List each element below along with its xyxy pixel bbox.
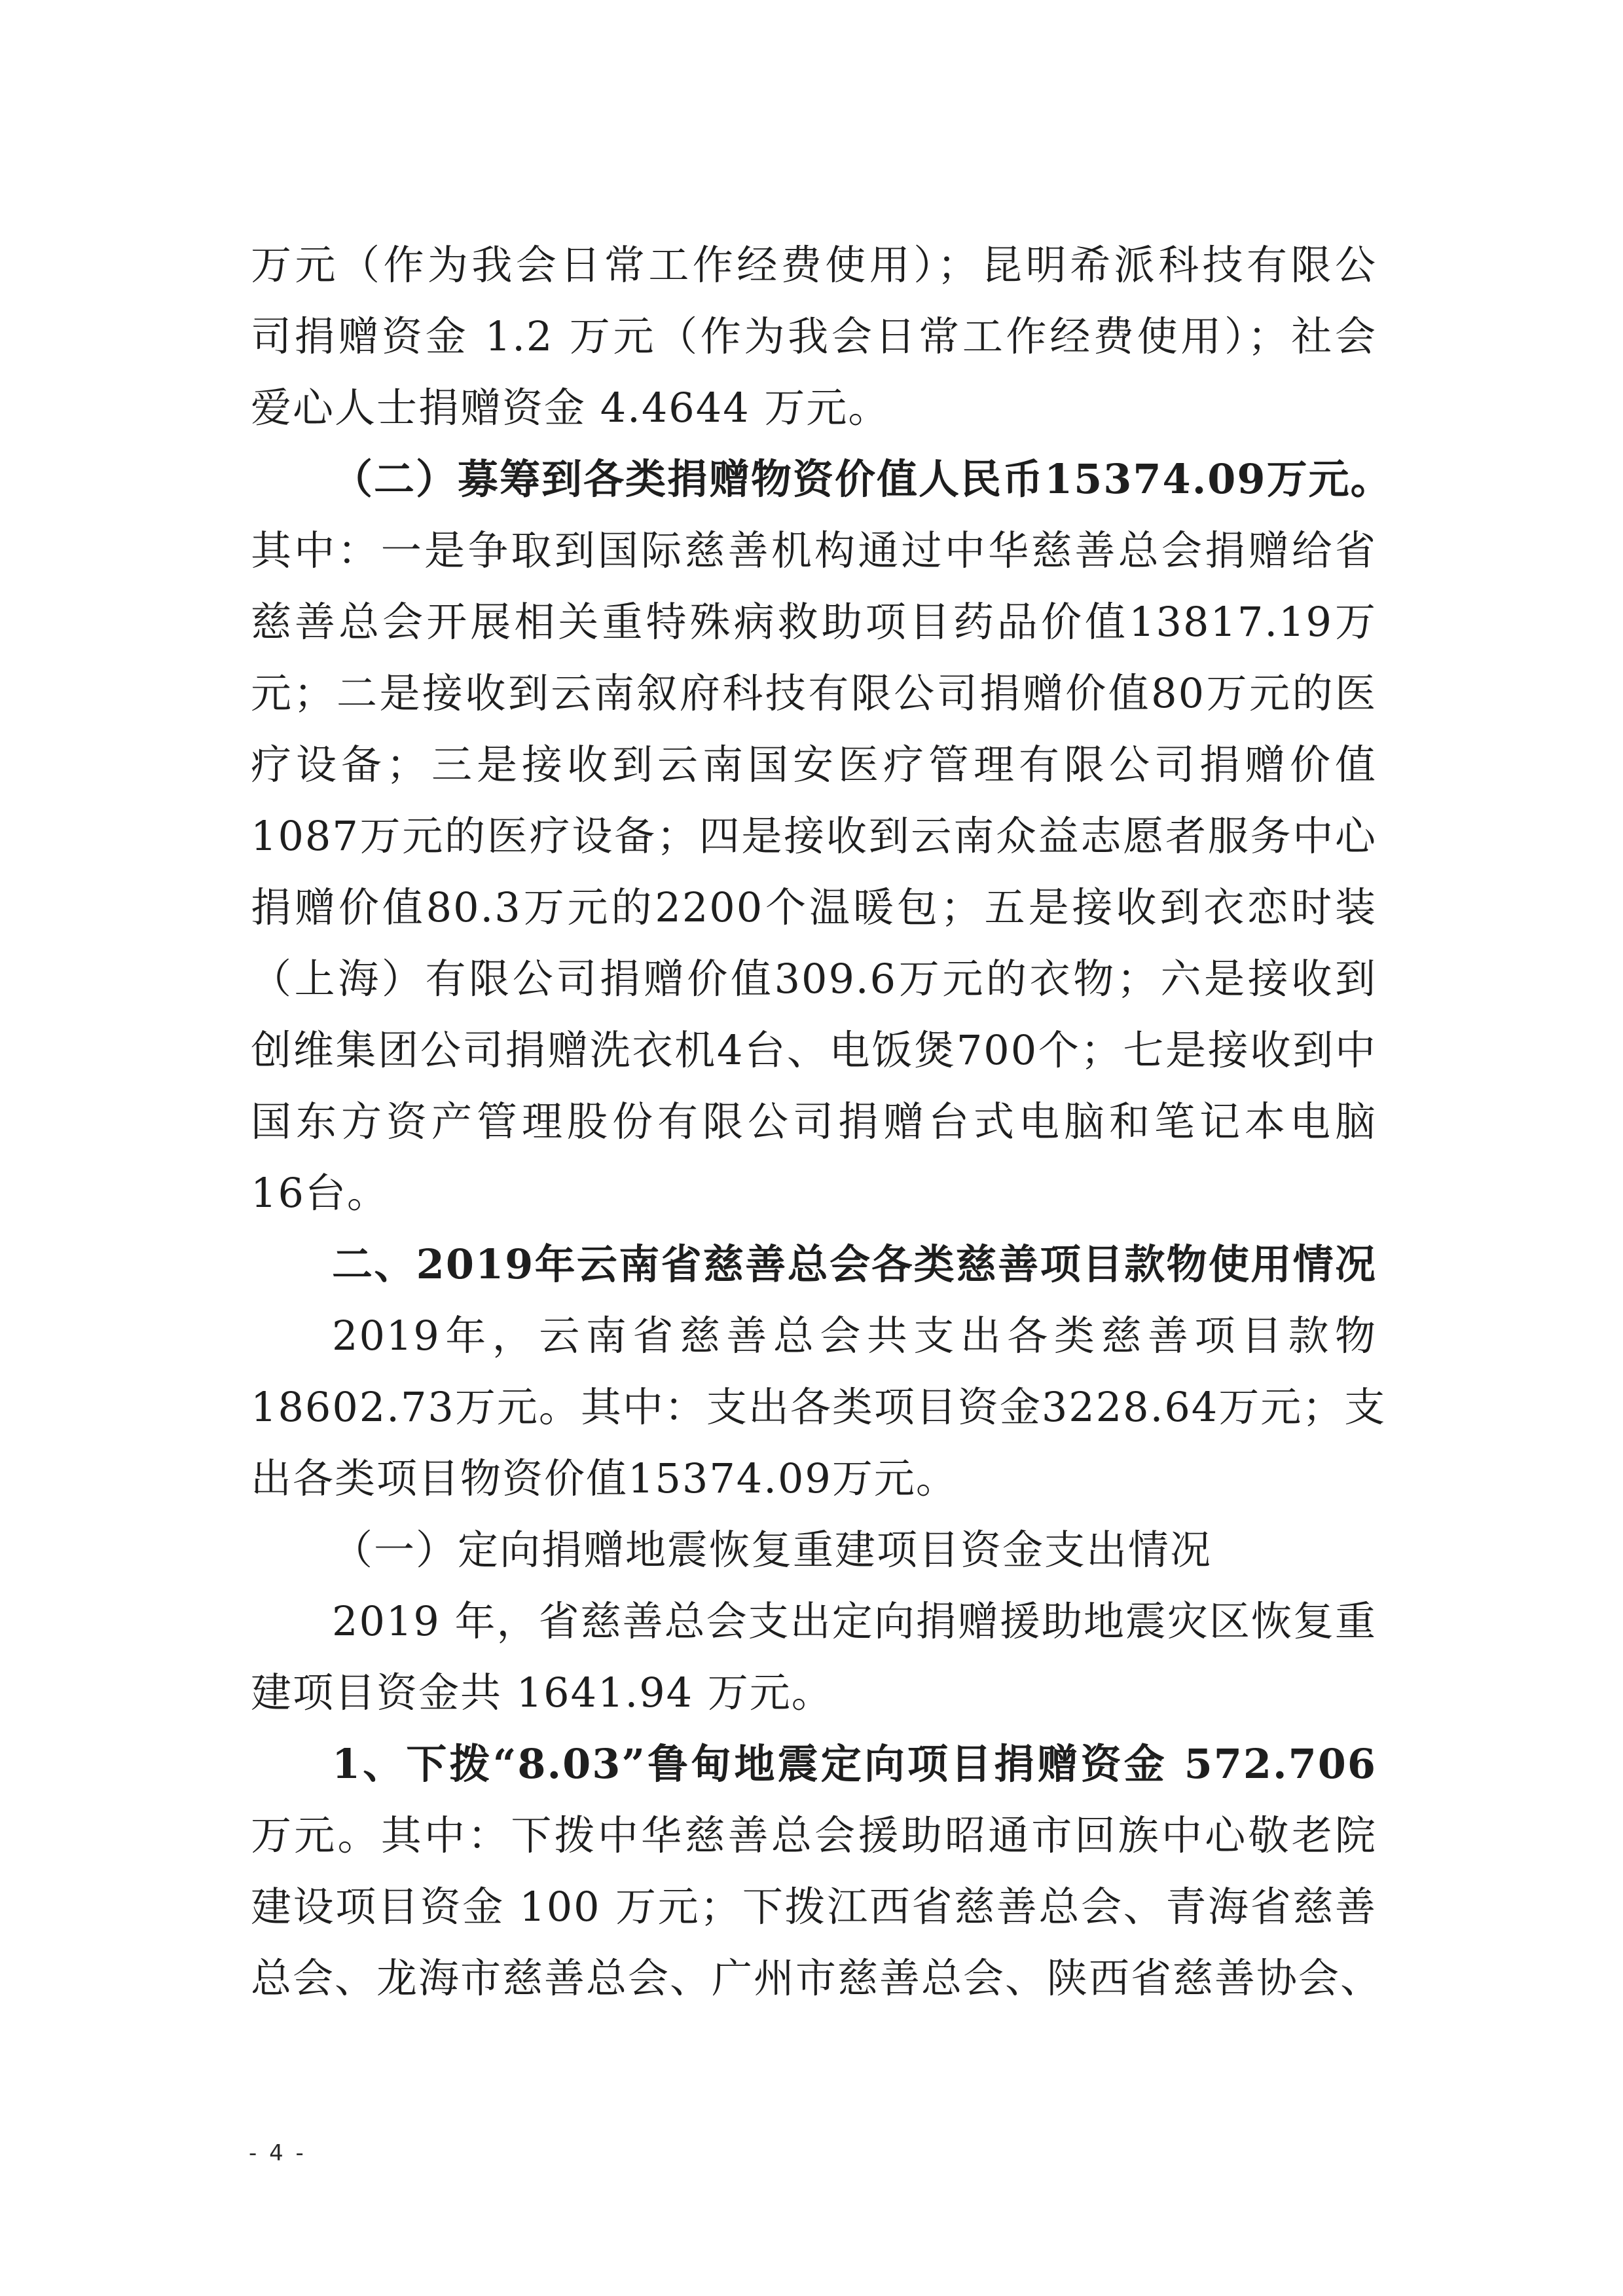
text-line: 总会、龙海市慈善总会、广州市慈善总会、陕西省慈善协会、 xyxy=(251,1954,1383,2002)
text-line: （二）募筹到各类捐赠物资价值人民币15374.09万元。 xyxy=(332,455,1393,503)
text-line: 慈善总会开展相关重特殊病救助项目药品价值13817.19万 xyxy=(251,598,1377,646)
text-line: 2019 年，省慈善总会支出定向捐赠援助地震灾区恢复重 xyxy=(332,1597,1377,1645)
text-line: 司捐赠资金 1.2 万元（作为我会日常工作经费使用）；社会 xyxy=(251,312,1377,360)
text-line: 万元。其中：下拨中华慈善总会援助昭通市回族中心敬老院 xyxy=(251,1811,1377,1859)
text-line: 二、2019年云南省慈善总会各类慈善项目款物使用情况 xyxy=(332,1240,1377,1288)
text-line: 18602.73万元。其中：支出各类项目资金3228.64万元；支 xyxy=(251,1383,1387,1431)
text-line: 疗设备；三是接收到云南国安医疗管理有限公司捐赠价值 xyxy=(251,741,1377,788)
page-number: - 4 - xyxy=(249,2140,306,2166)
text-line: 建项目资金共 1641.94 万元。 xyxy=(251,1669,833,1716)
text-line: 捐赠价值80.3万元的2200个温暖包；五是接收到衣恋时装 xyxy=(251,883,1377,931)
text-line: 16台。 xyxy=(251,1169,389,1217)
text-line: 国东方资产管理股份有限公司捐赠台式电脑和笔记本电脑 xyxy=(251,1098,1377,1145)
text-line: 1、下拨“8.03”鲁甸地震定向项目捐赠资金 572.706 xyxy=(332,1740,1377,1788)
text-line: 1087万元的医疗设备；四是接收到云南众益志愿者服务中心 xyxy=(251,812,1377,860)
text-line: 建设项目资金 100 万元；下拨江西省慈善总会、青海省慈善 xyxy=(251,1883,1377,1931)
text-line: （一）定向捐赠地震恢复重建项目资金支出情况 xyxy=(332,1526,1213,1574)
text-line: 出各类项目物资价值15374.09万元。 xyxy=(251,1454,958,1502)
text-line: 爱心人士捐赠资金 4.4644 万元。 xyxy=(251,384,890,432)
text-line: 创维集团公司捐赠洗衣机4台、电饭煲700个；七是接收到中 xyxy=(251,1026,1377,1074)
text-line: 2019年，云南省慈善总会共支出各类慈善项目款物 xyxy=(332,1312,1377,1360)
text-line: （上海）有限公司捐赠价值309.6万元的衣物；六是接收到 xyxy=(251,955,1377,1003)
text-line: 万元（作为我会日常工作经费使用）；昆明希派科技有限公 xyxy=(251,241,1377,289)
text-line: 元；二是接收到云南叙府科技有限公司捐赠价值80万元的医 xyxy=(251,669,1377,717)
text-line: 其中：一是争取到国际慈善机构通过中华慈善总会捐赠给省 xyxy=(251,527,1377,574)
